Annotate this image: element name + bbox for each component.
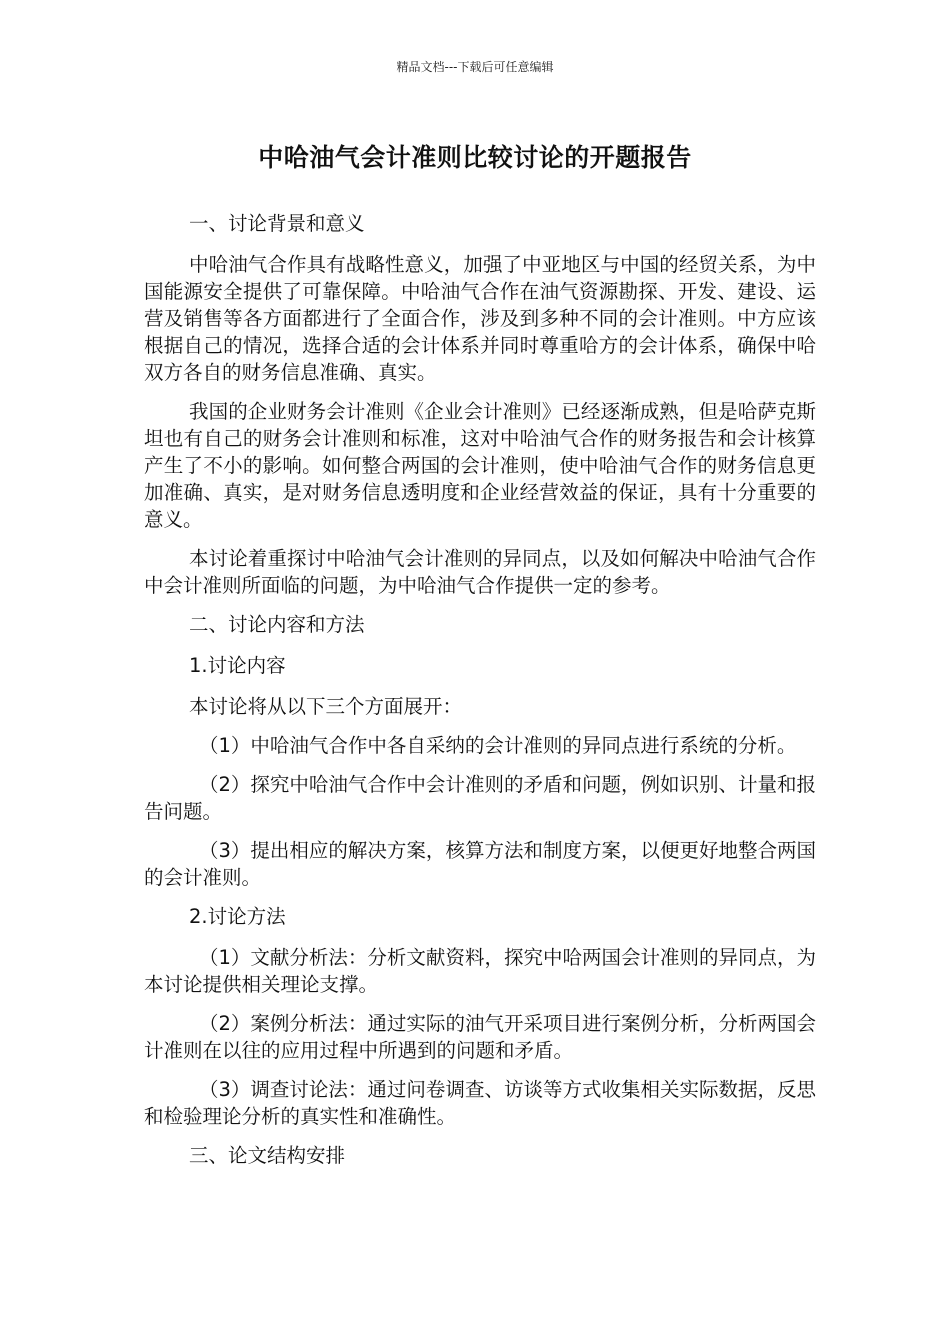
paragraph-background-1: 中哈油气合作具有战略性意义，加强了中亚地区与中国的经贸关系，为中国能源安全提供了可靠保障。中哈油气合作在油气资源勘探、开发、建设、运营及销售等各方面都进行了全面合作，涉及到多种不同的会计准则。中方应该根据自己的情况，选择合适的会计体系并同时尊重哈方的会计体系，确保中哈双方各自的财务信息准确、真实。 — [144, 253, 816, 384]
method-item: （3）调查讨论法：通过问卷调查、访谈等方式收集相关实际数据，反思和检验理论分析的真实性和准确性。 — [144, 1078, 816, 1128]
document-title: 中哈油气会计准则比较讨论的开题报告 — [258, 143, 692, 172]
section-heading-structure: 三、论文结构安排 — [189, 1144, 346, 1167]
content-item: （2）探究中哈油气合作中会计准则的矛盾和问题，例如识别、计量和报告问题。 — [144, 773, 816, 823]
paragraph-background-3: 本讨论着重探讨中哈油气会计准则的异同点，以及如何解决中哈油气合作中会计准则所面临的问题，为中哈油气合作提供一定的参考。 — [144, 547, 816, 597]
document-body — [144, 210, 816, 1183]
subheading-methods: 2.讨论方法 — [189, 905, 286, 928]
subheading-content: 1.讨论内容 — [189, 654, 286, 677]
section-heading-content-methods: 二、讨论内容和方法 — [189, 613, 365, 636]
section-heading-background: 一、讨论背景和意义 — [189, 212, 365, 235]
paragraph-background-2: 我国的企业财务会计准则《企业会计准则》已经逐渐成熟，但是哈萨克斯坦也有自己的财务会计准则和标准，这对中哈油气合作的财务报告和会计核算产生了不小的影响。如何整合两国的会计准则，使中哈油气合作的财务信息更加准确、真实，是对财务信息透明度和企业经营效益的保证，具有十分重要的意义。 — [144, 400, 816, 531]
method-item: （1）文献分析法：分析文献资料，探究中哈两国会计准则的异同点，为本讨论提供相关理论支撑。 — [144, 946, 816, 996]
content-item: （1）中哈油气合作中各自采纳的会计准则的异同点进行系统的分析。 — [199, 734, 797, 757]
content-item: （3）提出相应的解决方案，核算方法和制度方案，以便更好地整合两国的会计准则。 — [144, 839, 816, 889]
page-header: 精品文档---下载后可任意编辑 — [396, 60, 554, 74]
method-item: （2）案例分析法：通过实际的油气开采项目进行案例分析，分析两国会计准则在以往的应用过程中所遇到的问题和矛盾。 — [144, 1012, 816, 1062]
paragraph-content-intro: 本讨论将从以下三个方面展开： — [189, 695, 463, 718]
